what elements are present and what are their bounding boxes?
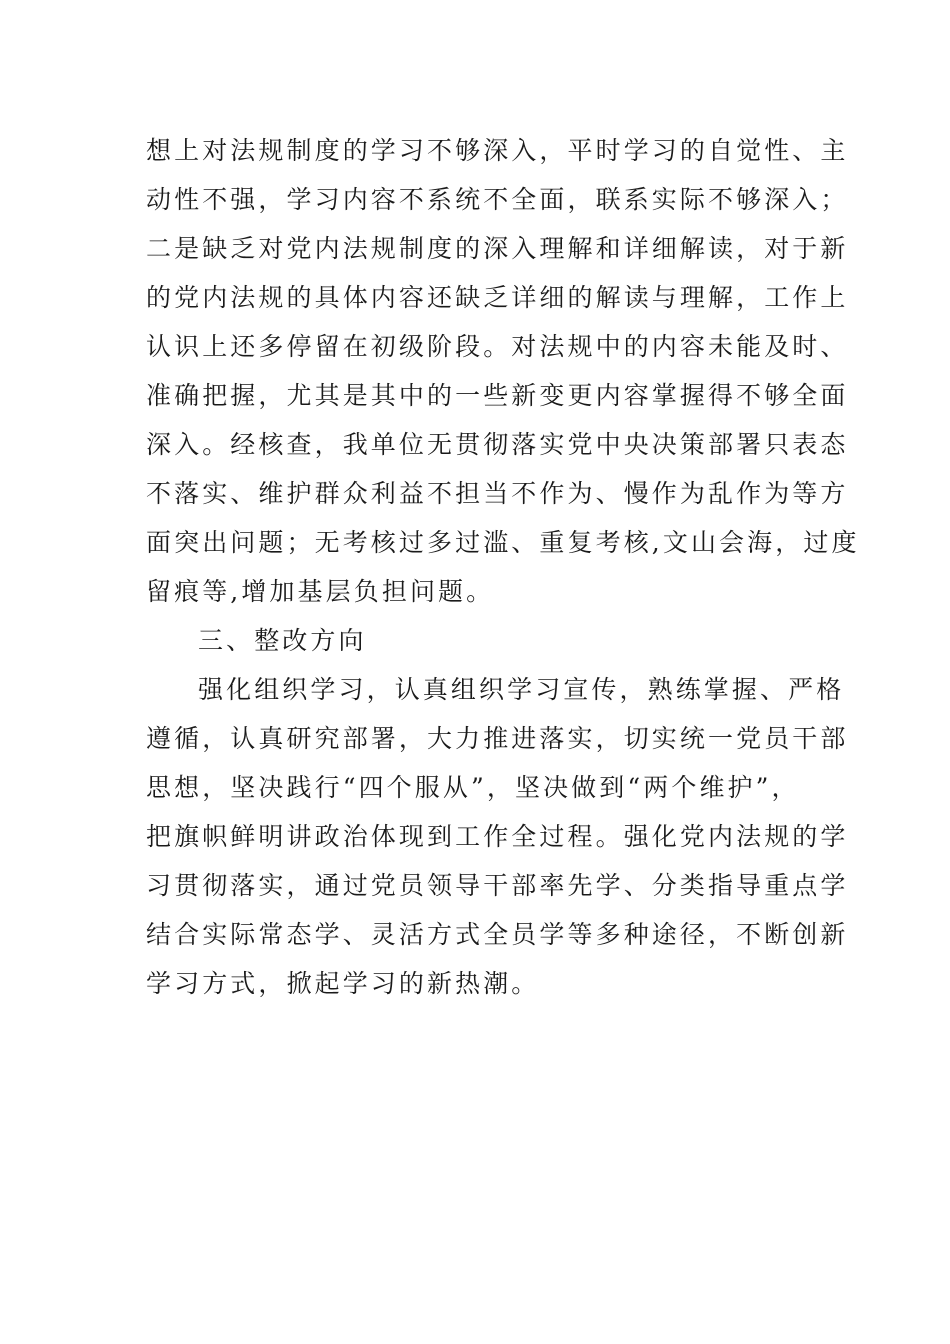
body-line: 习贯彻落实，通过党员领导干部率先学、分类指导重点学 [146, 871, 849, 900]
body-line: 面突出问题；无考核过多过滥、重复考核,文山会海，过度 [146, 528, 860, 557]
body-line: 遵循，认真研究部署，大力推进落实，切实统一党员干部 [146, 724, 849, 753]
body-line: 思想，坚决践行“四个服从”，坚决做到“两个维护”， [146, 773, 800, 802]
body-line: 强化组织学习，认真组织学习宣传，熟练掌握、严格 [198, 675, 845, 704]
body-line: 留痕等,增加基层负担问题。 [146, 577, 495, 606]
body-line: 二是缺乏对党内法规制度的深入理解和详细解读，对于新 [146, 234, 849, 263]
body-line: 动性不强，学习内容不系统不全面，联系实际不够深入； [146, 185, 849, 214]
body-line: 的党内法规的具体内容还缺乏详细的解读与理解，工作上 [146, 283, 849, 312]
body-line: 深入。经核查，我单位无贯彻落实党中央决策部署只表态 [146, 430, 849, 459]
body-line: 准确把握，尤其是其中的一些新变更内容掌握得不够全面 [146, 381, 849, 410]
body-line: 学习方式，掀起学习的新热潮。 [146, 969, 540, 998]
body-line: 认识上还多停留在初级阶段。对法规中的内容未能及时、 [146, 332, 849, 361]
body-line: 把旗帜鲜明讲政治体现到工作全过程。强化党内法规的学 [146, 822, 849, 851]
section-heading: 三、整改方向 [198, 626, 367, 655]
body-line: 结合实际常态学、灵活方式全员学等多种途径，不断创新 [146, 920, 849, 949]
document-body [146, 126, 860, 1008]
body-line: 想上对法规制度的学习不够深入，平时学习的自觉性、主 [146, 136, 849, 165]
body-line: 不落实、维护群众利益不担当不作为、慢作为乱作为等方 [146, 479, 849, 508]
